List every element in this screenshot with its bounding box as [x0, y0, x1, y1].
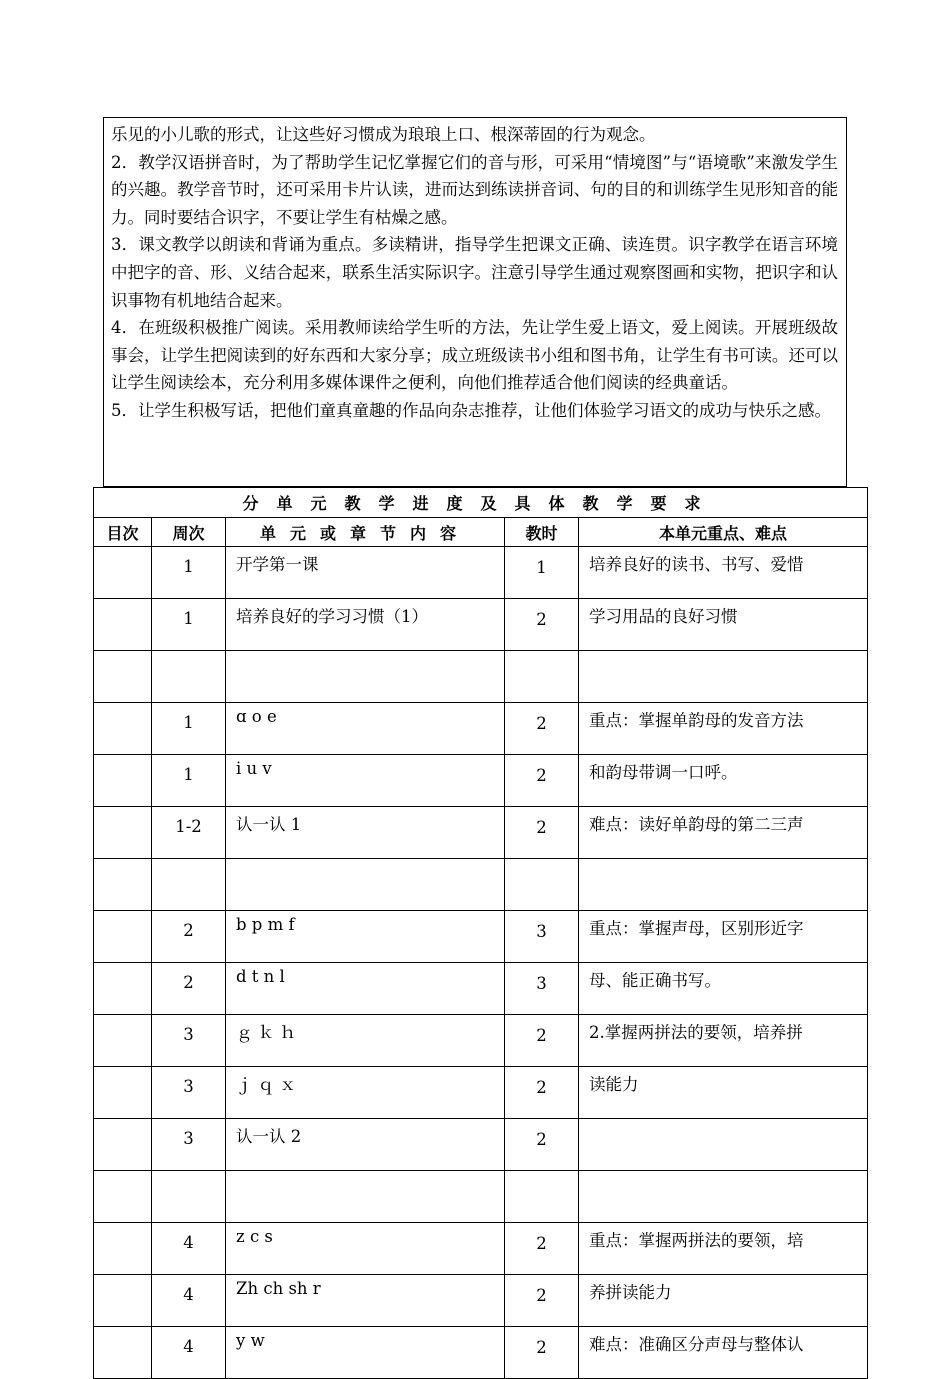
cell-week: 1 — [152, 703, 226, 755]
table-row — [94, 547, 868, 599]
cell-week — [152, 859, 226, 911]
table-row — [94, 1067, 868, 1119]
schedule-table — [93, 487, 868, 1379]
cell-hours — [505, 859, 579, 911]
cell-key-points: 重点：掌握声母，区别形近字 — [579, 911, 868, 963]
cell-content: ɑ o e — [226, 703, 505, 755]
table-row — [94, 1275, 868, 1327]
cell-week: 3 — [152, 1015, 226, 1067]
intro-paragraph: 乐见的小儿歌的形式，让这些好习惯成为琅琅上口、根深蒂固的行为观念。 — [111, 125, 656, 144]
cell-order — [94, 599, 152, 651]
cell-week: 3 — [152, 1067, 226, 1119]
cell-content: 开学第一课 — [226, 547, 505, 599]
table-row — [94, 1327, 868, 1379]
cell-order — [94, 1119, 152, 1171]
cell-content: d t n l — [226, 963, 505, 1015]
cell-order — [94, 1067, 152, 1119]
cell-key-points: 母、能正确书写。 — [579, 963, 868, 1015]
cell-key-points: 难点：准确区分声母与整体认 — [579, 1327, 868, 1379]
cell-content: 认一认 2 — [226, 1119, 505, 1171]
cell-week: 4 — [152, 1275, 226, 1327]
cell-order — [94, 1171, 152, 1223]
cell-key-points: 和韵母带调一口呼。 — [579, 755, 868, 807]
cell-key-points: 2.掌握两拼法的要领，培养拼 — [579, 1015, 868, 1067]
cell-key-points: 读能力 — [579, 1067, 868, 1119]
cell-content: ｊ ｑ ｘ — [226, 1067, 505, 1119]
cell-order — [94, 1327, 152, 1379]
cell-hours: 2 — [505, 755, 579, 807]
cell-hours: 2 — [505, 1275, 579, 1327]
table-row — [94, 807, 868, 859]
cell-order — [94, 963, 152, 1015]
cell-key-points — [579, 651, 868, 703]
header-key-points: 本单元重点、难点 — [579, 518, 868, 547]
cell-hours: 2 — [505, 1119, 579, 1171]
cell-hours: 2 — [505, 599, 579, 651]
table-row — [94, 1171, 868, 1223]
cell-key-points: 学习用品的良好习惯 — [579, 599, 868, 651]
table-row — [94, 1015, 868, 1067]
cell-content — [226, 859, 505, 911]
cell-week: 1-2 — [152, 807, 226, 859]
cell-hours: 2 — [505, 703, 579, 755]
cell-hours: 2 — [505, 1223, 579, 1275]
cell-key-points — [579, 1119, 868, 1171]
cell-order — [94, 807, 152, 859]
table-row — [94, 703, 868, 755]
cell-key-points: 重点：掌握单韵母的发音方法 — [579, 703, 868, 755]
cell-hours — [505, 651, 579, 703]
cell-key-points — [579, 859, 868, 911]
table-row — [94, 911, 868, 963]
table-row — [94, 963, 868, 1015]
cell-week: 2 — [152, 911, 226, 963]
table-row — [94, 755, 868, 807]
cell-order — [94, 1015, 152, 1067]
cell-content: 认一认 1 — [226, 807, 505, 859]
cell-hours: 3 — [505, 963, 579, 1015]
cell-hours: 2 — [505, 1015, 579, 1067]
header-order: 目次 — [94, 518, 152, 547]
cell-hours: 2 — [505, 1067, 579, 1119]
table-row — [94, 1119, 868, 1171]
cell-week: 1 — [152, 599, 226, 651]
cell-content: b p m f — [226, 911, 505, 963]
cell-content: Zh ch sh r — [226, 1275, 505, 1327]
cell-content — [226, 1171, 505, 1223]
table-row — [94, 1223, 868, 1275]
cell-week — [152, 1171, 226, 1223]
cell-order — [94, 1223, 152, 1275]
cell-hours: 3 — [505, 911, 579, 963]
intro-paragraph: 2．教学汉语拼音时，为了帮助学生记忆掌握它们的音与形，可采用“情境图”与“语境歌”来激发学生的兴趣。教学音节时，还可采用卡片认读，进而达到练读拼音词、句的目的和训练学生见形知音的能力。同时要结合识字，不要让学生有枯燥之感。 — [111, 152, 838, 227]
intro-paragraph: 4．在班级积极推广阅读。采用教师读给学生听的方法，先让学生爱上语文，爱上阅读。开展班级故事会，让学生把阅读到的好东西和大家分享；成立班级读书小组和图书角，让学生有书可读。还可以让学生阅读绘本，充分利用多媒体课件之便利，向他们推荐适合他们阅读的经典童话。 — [111, 318, 838, 393]
cell-order — [94, 911, 152, 963]
cell-hours — [505, 1171, 579, 1223]
cell-content: z c s — [226, 1223, 505, 1275]
table-title-row — [94, 488, 868, 518]
table-row — [94, 651, 868, 703]
header-week: 周次 — [152, 518, 226, 547]
table-row — [94, 599, 868, 651]
cell-content: y w — [226, 1327, 505, 1379]
cell-hours: 1 — [505, 547, 579, 599]
cell-order — [94, 755, 152, 807]
cell-week: 4 — [152, 1223, 226, 1275]
cell-key-points: 难点：读好单韵母的第二三声 — [579, 807, 868, 859]
cell-hours: 2 — [505, 807, 579, 859]
cell-order — [94, 651, 152, 703]
cell-week — [152, 651, 226, 703]
table-title: 分单元教学进度及具体教学要求 — [94, 488, 868, 518]
cell-order — [94, 547, 152, 599]
teaching-methods-box — [103, 117, 847, 487]
cell-content: ｇ ｋ ｈ — [226, 1015, 505, 1067]
cell-key-points: 培养良好的读书、书写、爱惜 — [579, 547, 868, 599]
header-content: 单元或章节内容 — [226, 518, 505, 547]
table-header-row — [94, 518, 868, 547]
cell-key-points: 养拼读能力 — [579, 1275, 868, 1327]
table-row — [94, 859, 868, 911]
cell-content — [226, 651, 505, 703]
header-hours: 教时 — [505, 518, 579, 547]
cell-key-points — [579, 1171, 868, 1223]
intro-paragraph: 3．课文教学以朗读和背诵为重点。多读精讲，指导学生把课文正确、读连贯。识字教学在语言环境中把字的音、形、义结合起来，联系生活实际识字。注意引导学生通过观察图画和实物，把识字和认识事物有机地结合起来。 — [111, 235, 838, 310]
cell-week: 3 — [152, 1119, 226, 1171]
cell-order — [94, 1275, 152, 1327]
cell-order — [94, 859, 152, 911]
cell-week: 1 — [152, 547, 226, 599]
cell-week: 1 — [152, 755, 226, 807]
cell-hours: 2 — [505, 1327, 579, 1379]
cell-key-points: 重点：掌握两拼法的要领，培 — [579, 1223, 868, 1275]
cell-content: 培养良好的学习习惯（1） — [226, 599, 505, 651]
cell-week: 2 — [152, 963, 226, 1015]
cell-order — [94, 703, 152, 755]
cell-week: 4 — [152, 1327, 226, 1379]
intro-paragraph: 5．让学生积极写话，把他们童真童趣的作品向杂志推荐，让他们体验学习语文的成功与快乐之感。 — [111, 400, 831, 420]
cell-content: i u v — [226, 755, 505, 807]
